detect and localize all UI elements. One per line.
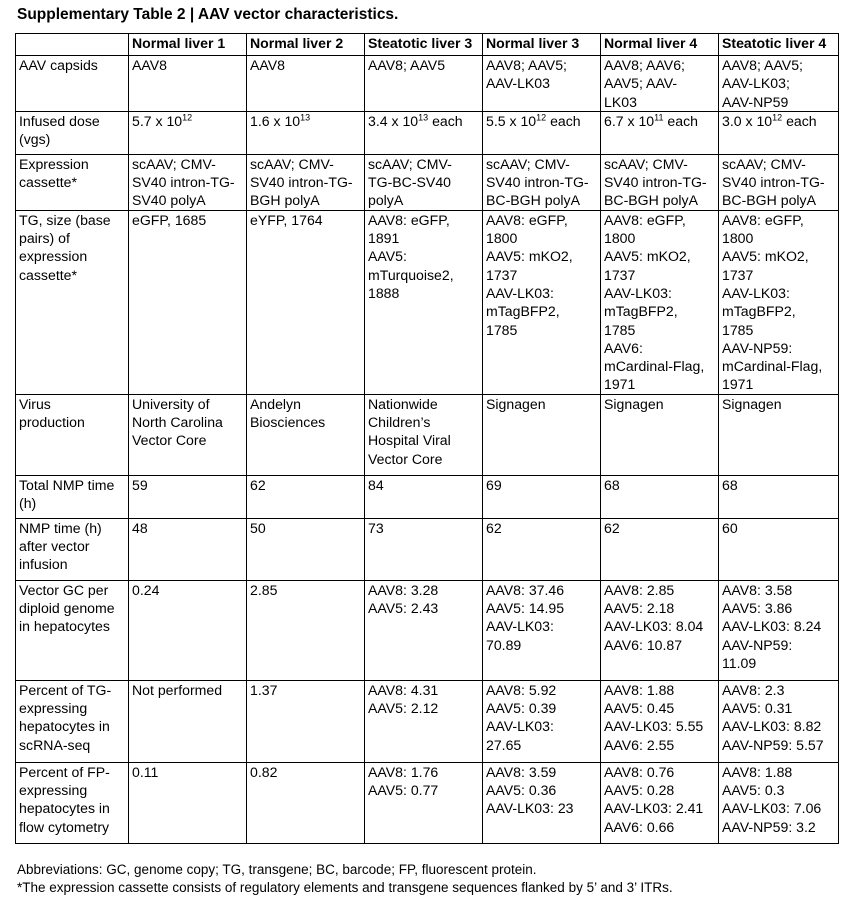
cell-line: hepatocytes in	[19, 800, 110, 817]
cell-line: LK03	[604, 93, 637, 110]
cell-line: Not performed	[132, 681, 223, 698]
cell-line: AAV-NP59: 5.57	[722, 736, 824, 753]
dose-suffix: each	[663, 112, 698, 129]
cell-line: BC-BGH polyA	[604, 192, 698, 209]
cell-line: polyA	[368, 192, 404, 209]
cell-line: 1785	[486, 321, 518, 338]
table-row	[16, 56, 839, 112]
cell-line: AAV8: 0.76	[604, 763, 675, 780]
cell-line: 1800	[604, 230, 636, 247]
dose-exponent: 12	[772, 112, 783, 123]
cell-line: AAV8: eGFP,	[722, 211, 804, 228]
row-label	[16, 394, 129, 475]
dose-exponent: 13	[418, 112, 429, 123]
cell-line: 1785	[722, 321, 754, 338]
cell-line: 11.09	[722, 654, 757, 671]
column-header: Normal liver 3	[483, 34, 601, 56]
cell-line: 1737	[722, 266, 754, 283]
table-row	[16, 111, 839, 154]
cell-line: AAV5:	[368, 248, 407, 265]
cell-line: Signagen	[722, 395, 782, 412]
cell-line: TG, size (base	[19, 211, 111, 228]
cell-line: AAV5: mKO2,	[486, 248, 573, 265]
table-cell	[719, 762, 839, 843]
cell-line: hepatocytes in	[19, 718, 110, 735]
cell-line: Infused dose	[19, 112, 100, 129]
cell-line: 50	[250, 519, 266, 536]
cell-line: AAV capsids	[19, 57, 98, 73]
column-header: Normal liver 2	[247, 34, 365, 56]
dose-value	[132, 112, 245, 130]
dose-value	[250, 112, 363, 130]
cell-line: AAV5: 0.31	[722, 700, 793, 717]
table-cell	[601, 518, 719, 580]
cell-line: 62	[486, 519, 502, 536]
cell-line: AAV-LK03: 8.82	[722, 718, 822, 735]
cell-line: 1785	[604, 321, 636, 338]
footnotes	[17, 861, 673, 896]
table-cell	[601, 210, 719, 394]
table-cell	[601, 680, 719, 762]
cell-line: Nationwide	[368, 395, 438, 412]
cell-line: Total NMP time	[19, 476, 115, 493]
row-label	[16, 680, 129, 762]
cell-line: scAAV; CMV-	[486, 155, 570, 172]
aav-vector-table	[15, 33, 839, 844]
cell-line: NMP time (h)	[19, 519, 102, 536]
table-cell	[719, 394, 839, 475]
cell-line: AAV8: eGFP,	[604, 211, 686, 228]
cell-line: AAV6:	[604, 339, 643, 356]
table-cell	[719, 56, 839, 112]
cell-line: diploid genome	[19, 600, 115, 617]
table-cell	[365, 475, 483, 518]
cell-line: AAV-LK03:	[604, 284, 672, 301]
dose-exponent: 12	[536, 112, 547, 123]
table-cell	[483, 475, 601, 518]
cell-line: AAV-LK03: 23	[486, 800, 574, 817]
cell-line: 68	[722, 476, 738, 493]
table-cell	[719, 518, 839, 580]
cell-line: 2.85	[250, 581, 278, 598]
dose-base: 1.6 x 10	[250, 112, 301, 129]
table-cell	[601, 111, 719, 154]
cell-line: 60	[722, 519, 738, 536]
column-header: Normal liver 1	[129, 34, 247, 56]
cell-line: BC-BGH polyA	[486, 192, 580, 209]
cell-line: (vgs)	[19, 131, 51, 148]
cell-line: 73	[368, 519, 384, 536]
table-cell	[719, 111, 839, 154]
cell-line: AAV8: 1.88	[604, 681, 675, 698]
table-cell	[719, 475, 839, 518]
cell-line: AAV-LK03: 8.24	[722, 618, 822, 635]
table-cell	[365, 210, 483, 394]
cell-line: AAV8: 5.92	[486, 681, 557, 698]
cell-line: AAV-LK03;	[722, 75, 790, 92]
table-cell	[601, 394, 719, 475]
cell-line: AAV6: 2.55	[604, 736, 675, 753]
dose-suffix: each	[546, 112, 581, 129]
cell-line: AAV6: 10.87	[604, 636, 683, 653]
cell-line: Andelyn	[250, 395, 301, 412]
cell-line: AAV5: 0.36	[486, 782, 557, 799]
dose-value	[604, 112, 717, 130]
cell-line: 1971	[722, 376, 754, 393]
cell-line: eYFP, 1764	[250, 211, 323, 228]
table-cell	[365, 680, 483, 762]
cell-line: AAV6: 0.66	[604, 818, 675, 835]
cell-line: SV40 intron-TG-	[604, 174, 707, 191]
cell-line: scAAV; CMV-	[368, 155, 452, 172]
table-cell	[365, 580, 483, 680]
table-cell	[129, 210, 247, 394]
table-row	[16, 475, 839, 518]
table-cell	[129, 762, 247, 843]
cell-line: cassette*	[19, 174, 77, 191]
cell-line: AAV8: eGFP,	[368, 211, 450, 228]
dose-value	[486, 112, 599, 130]
table-cell	[129, 580, 247, 680]
dose-value	[722, 112, 837, 130]
table-cell	[601, 475, 719, 518]
column-header: Steatotic liver 4	[719, 34, 839, 56]
table-row	[16, 762, 839, 843]
cell-line: 1.37	[250, 681, 278, 698]
cell-line: AAV5: 0.28	[604, 782, 675, 799]
cell-line: pairs) of	[19, 230, 70, 247]
cell-line: 1800	[486, 230, 518, 247]
cell-line: 1737	[604, 266, 636, 283]
cell-line: expression	[19, 248, 88, 265]
table-cell	[365, 762, 483, 843]
table-cell	[247, 154, 365, 210]
table-cell	[247, 580, 365, 680]
cell-line: Percent of FP-	[19, 763, 110, 780]
table-cell	[483, 762, 601, 843]
cell-line: scAAV; CMV-	[132, 155, 216, 172]
dose-exponent: 11	[654, 112, 664, 123]
cell-line: Virus	[19, 395, 51, 412]
table-cell	[483, 56, 601, 112]
cell-line: 0.24	[132, 581, 160, 598]
cell-line: AAV5: 0.45	[604, 700, 675, 717]
cell-line: SV40 intron-TG-	[722, 174, 825, 191]
cell-line: 69	[486, 476, 502, 493]
cell-line: scAAV; CMV-	[604, 155, 688, 172]
table-row	[16, 210, 839, 394]
table-cell	[365, 154, 483, 210]
cell-line: scAAV; CMV-	[250, 155, 334, 172]
cell-line: AAV5: 3.86	[722, 600, 793, 617]
cell-line: Biosciences	[250, 414, 326, 431]
dose-value	[368, 112, 481, 130]
cell-line: in hepatocytes	[19, 618, 110, 635]
cell-line: AAV5: mKO2,	[604, 248, 691, 265]
cell-line: AAV5: 14.95	[486, 600, 565, 617]
cell-line: AAV-LK03:	[486, 718, 554, 735]
cell-line: 0.11	[132, 763, 159, 780]
table-cell	[247, 518, 365, 580]
table-cell	[483, 394, 601, 475]
table-row	[16, 680, 839, 762]
cell-line: eGFP, 1685	[132, 211, 207, 228]
table-cell	[129, 680, 247, 762]
column-header: Normal liver 4	[601, 34, 719, 56]
cell-line: Vector GC per	[19, 581, 109, 598]
table-cell	[247, 475, 365, 518]
table-cell	[483, 154, 601, 210]
cell-line: mTagBFP2,	[486, 303, 560, 320]
cell-line: flow cytometry	[19, 818, 110, 835]
table-cell	[129, 56, 247, 112]
table-row	[16, 580, 839, 680]
cell-line: AAV-LK03:	[486, 284, 554, 301]
row-label	[16, 762, 129, 843]
table-cell	[247, 56, 365, 112]
dose-base: 5.5 x 10	[486, 112, 537, 129]
cell-line: SV40 intron-TG-	[486, 174, 589, 191]
header-row	[16, 34, 839, 56]
table-cell	[129, 154, 247, 210]
cell-line: 62	[604, 519, 620, 536]
dose-exponent: 12	[182, 112, 193, 123]
cell-line: Percent of TG-	[19, 681, 112, 698]
cell-line: SV40 polyA	[132, 192, 206, 209]
table-cell	[247, 762, 365, 843]
cell-line: AAV-NP59: 3.2	[722, 818, 816, 835]
table-cell	[129, 475, 247, 518]
cell-line: 1888	[368, 284, 400, 301]
table-cell	[247, 210, 365, 394]
table-cell	[365, 394, 483, 475]
table-row	[16, 154, 839, 210]
cell-line: AAV-LK03: 5.55	[604, 718, 704, 735]
dose-suffix: each	[428, 112, 463, 129]
table-cell	[719, 580, 839, 680]
cell-line: AAV5: 2.18	[604, 600, 675, 617]
cell-line: scRNA-seq	[19, 736, 91, 753]
table-cell	[247, 680, 365, 762]
cell-line: mTagBFP2,	[604, 303, 678, 320]
table-cell	[483, 518, 601, 580]
cell-line: cassette*	[19, 266, 77, 283]
cell-line: North Carolina	[132, 414, 223, 431]
table-cell	[129, 394, 247, 475]
dose-base: 3.0 x 10	[722, 112, 773, 129]
cell-line: AAV5: 0.3	[722, 782, 785, 799]
cell-line: 68	[604, 476, 620, 493]
cell-line: 1737	[486, 266, 518, 283]
column-header: Steatotic liver 3	[365, 34, 483, 56]
cell-line: 48	[132, 519, 148, 536]
row-label	[16, 475, 129, 518]
dose-base: 6.7 x 10	[604, 112, 655, 129]
dose-exponent: 13	[300, 112, 311, 123]
cell-line: AAV8: 3.28	[368, 581, 439, 598]
cell-line: AAV5: mKO2,	[722, 248, 809, 265]
table-row	[16, 394, 839, 475]
table-cell	[601, 762, 719, 843]
cell-line: AAV8; AAV6;	[604, 57, 685, 73]
cell-line: 70.89	[486, 636, 522, 653]
table-cell	[483, 111, 601, 154]
cell-line: AAV-NP59	[722, 93, 789, 110]
cell-line: AAV8	[132, 57, 167, 73]
cell-line: Signagen	[604, 395, 664, 412]
cell-line: production	[19, 414, 85, 431]
cell-line: AAV8	[250, 57, 285, 73]
dose-base: 5.7 x 10	[132, 112, 183, 129]
table-cell	[601, 154, 719, 210]
cell-line: expressing	[19, 782, 88, 799]
cell-line: scAAV; CMV-	[722, 155, 806, 172]
cell-line: 84	[368, 476, 384, 493]
row-label	[16, 518, 129, 580]
cell-line: BGH polyA	[250, 192, 320, 209]
cell-line: 27.65	[486, 736, 522, 753]
cell-line: AAV5: 2.43	[368, 600, 439, 617]
cell-line: mCardinal-Flag,	[604, 358, 705, 375]
cell-line: AAV8; AAV5	[368, 57, 446, 73]
cell-line: AAV5; AAV-	[604, 75, 678, 92]
cell-line: 62	[250, 476, 266, 493]
table-cell	[365, 518, 483, 580]
cell-line: infusion	[19, 556, 68, 573]
cell-line: Vector Core	[132, 432, 207, 449]
cell-line: 1800	[722, 230, 754, 247]
row-label	[16, 111, 129, 154]
table-cell	[129, 111, 247, 154]
table-cell	[719, 680, 839, 762]
cell-line: AAV8: 1.88	[722, 763, 793, 780]
cell-line: AAV8: 37.46	[486, 581, 565, 598]
cell-line: (h)	[19, 495, 37, 512]
cell-line: Vector Core	[368, 450, 443, 467]
header-corner	[16, 34, 129, 56]
cell-line: AAV8: 4.31	[368, 681, 439, 698]
cell-line: AAV8: eGFP,	[486, 211, 568, 228]
cell-line: 59	[132, 476, 148, 493]
row-label	[16, 580, 129, 680]
cell-line: 1971	[604, 376, 636, 393]
footnote-abbreviations: Abbreviations: GC, genome copy; TG, transgene; BC, barcode; FP, fluorescent protein.	[17, 862, 537, 877]
table-row	[16, 518, 839, 580]
cell-line: TG-BC-SV40	[368, 174, 452, 191]
cell-line: AAV5: 2.12	[368, 700, 439, 717]
row-label	[16, 56, 129, 112]
table-cell	[247, 394, 365, 475]
table-cell	[483, 680, 601, 762]
cell-line: Children’s	[368, 414, 431, 431]
table-cell	[483, 580, 601, 680]
cell-line: BC-BGH polyA	[722, 192, 816, 209]
cell-line: mTurquoise2,	[368, 266, 454, 283]
cell-line: AAV8: 3.59	[486, 763, 557, 780]
cell-line: Signagen	[486, 395, 546, 412]
cell-line: AAV-NP59:	[722, 636, 793, 653]
cell-line: AAV5: 0.77	[368, 782, 439, 799]
dose-suffix: each	[782, 112, 817, 129]
cell-line: AAV8; AAV5;	[722, 57, 803, 73]
footnote-expression-cassette: *The expression cassette consists of regulatory elements and transgene sequences flanked by 5’ and 3’ ITRs.	[17, 879, 673, 895]
cell-line: 1891	[368, 230, 400, 247]
cell-line: AAV-NP59:	[722, 339, 793, 356]
cell-line: SV40 intron-TG-	[132, 174, 235, 191]
table-cell	[601, 56, 719, 112]
row-label	[16, 210, 129, 394]
table-cell	[365, 56, 483, 112]
table-cell	[365, 111, 483, 154]
cell-line: Expression	[19, 155, 89, 172]
cell-line: 0.82	[250, 763, 278, 780]
row-label	[16, 154, 129, 210]
cell-line: SV40 intron-TG-	[250, 174, 353, 191]
cell-line: University of	[132, 395, 210, 412]
dose-base: 3.4 x 10	[368, 112, 419, 129]
table-cell	[483, 210, 601, 394]
table-cell	[719, 210, 839, 394]
cell-line: AAV8: 2.3	[722, 681, 785, 698]
cell-line: expressing	[19, 700, 88, 717]
table-cell	[719, 154, 839, 210]
cell-line: AAV-LK03	[486, 75, 550, 92]
cell-line: AAV-LK03:	[486, 618, 554, 635]
cell-line: AAV8: 1.76	[368, 763, 439, 780]
cell-line: AAV-LK03: 2.41	[604, 800, 704, 817]
table-title: Supplementary Table 2 | AAV vector characteristics.	[17, 6, 399, 23]
cell-line: Hospital Viral	[368, 432, 451, 449]
cell-line: AAV8: 3.58	[722, 581, 793, 598]
cell-line: mTagBFP2,	[722, 303, 796, 320]
cell-line: mCardinal-Flag,	[722, 358, 823, 375]
table-cell	[129, 518, 247, 580]
table-cell	[247, 111, 365, 154]
cell-line: AAV-LK03:	[722, 284, 790, 301]
cell-line: AAV5: 0.39	[486, 700, 557, 717]
table-cell	[601, 580, 719, 680]
cell-line: AAV-LK03: 8.04	[604, 618, 704, 635]
cell-line: after vector	[19, 538, 90, 555]
cell-line: AAV8; AAV5;	[486, 57, 567, 73]
cell-line: AAV8: 2.85	[604, 581, 675, 598]
cell-line: AAV-LK03: 7.06	[722, 800, 822, 817]
